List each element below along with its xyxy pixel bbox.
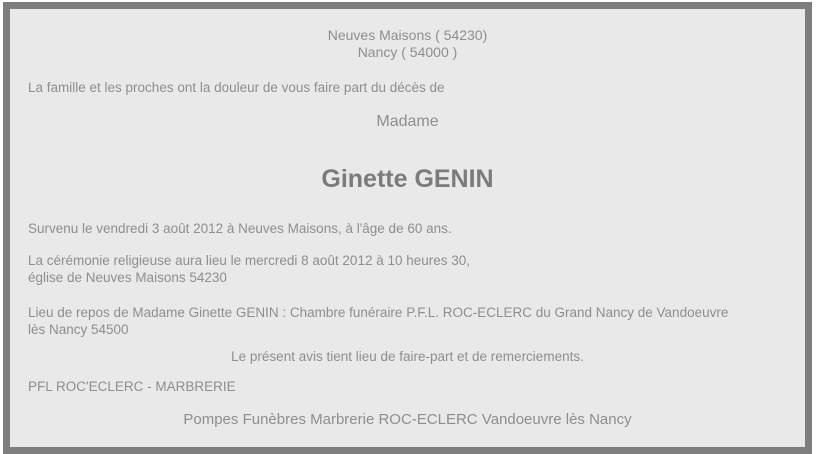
death-date-text: Survenu le vendredi 3 août 2012 à Neuves Maisons, à l'âge de 60 ans. [28, 221, 452, 236]
location-line-1: Neuves Maisons ( 54230) [327, 27, 488, 43]
ceremony-line-1: La cérémonie religieuse aura lieu le mercredi 8 août 2012 à 10 heures 30, [28, 253, 471, 268]
repose-block [28, 304, 787, 338]
repose-line-1: Lieu de repos de Madame Ginette GENIN : Chambre funéraire P.F.L. ROC-ECLERC du Grand Nancy de Vandoeuvre [28, 305, 729, 320]
repose-line-2: lès Nancy 54500 [28, 322, 129, 337]
deceased-name: Ginette GENIN [321, 165, 494, 193]
location-line-2: Nancy ( 54000 ) [357, 44, 458, 60]
footer-text: Pompes Funèbres Marbrerie ROC-ECLERC Vandoeuvre lès Nancy [183, 411, 632, 428]
ceremony-line-2: église de Neuves Maisons 54230 [28, 270, 227, 285]
death-notice-card [3, 2, 812, 454]
intro-text: La famille et les proches ont la douleur de vous faire part du décès de [28, 80, 445, 95]
notice-statement: Le présent avis tient lieu de faire-part et de remerciements. [231, 349, 584, 364]
death-notice-content [10, 9, 805, 429]
funeral-home-text: PFL ROC'ECLERC - MARBRERIE [28, 379, 236, 394]
civility-text: Madame [376, 113, 439, 130]
ceremony-block [28, 252, 787, 286]
location-block [28, 27, 787, 61]
